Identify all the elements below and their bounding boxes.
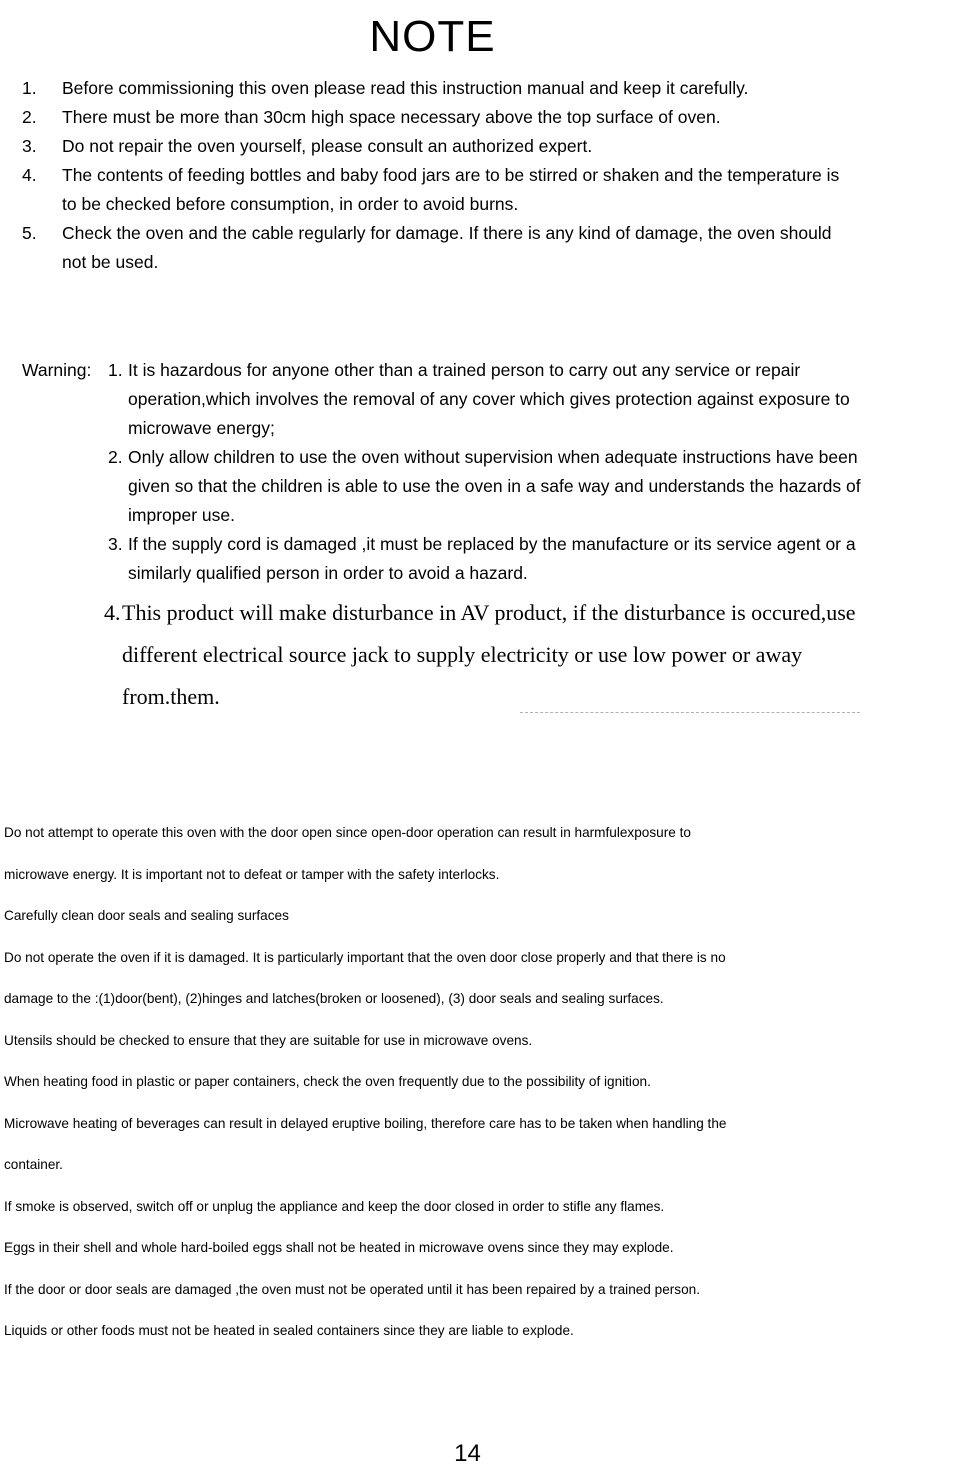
note-item-1 bbox=[22, 74, 842, 103]
warning-item-3 bbox=[22, 530, 862, 588]
note-text: There must be more than 30cm high space necessary above the top surface of oven. bbox=[62, 107, 721, 127]
warning-text: This product will make disturbance in AV product, if the disturbance is occured,use different electrical source jack to supply electricity or use low power or away from.them. bbox=[122, 600, 856, 709]
safety-line: If the door or door seals are damaged ,the oven must not be operated until it has been repaired by a trained person. bbox=[4, 1281, 700, 1297]
safety-line: Do not attempt to operate this oven with the door open since open-door operation can result in harmfulexposure to bbox=[4, 825, 691, 840]
note-text: The contents of feeding bottles and baby food jars are to be stirred or shaken and the temperature is to be checked before consumption, in order to avoid burns. bbox=[62, 165, 840, 214]
note-text: Before commissioning this oven please read this instruction manual and keep it carefully. bbox=[62, 78, 749, 98]
note-number: 5. bbox=[22, 223, 37, 243]
safety-line: container. bbox=[4, 1157, 63, 1172]
note-item-2 bbox=[22, 103, 842, 132]
safety-line: Microwave heating of beverages can result in delayed eruptive boiling, therefore care has to be taken when handling the bbox=[4, 1115, 727, 1131]
warning-text: If the supply cord is damaged ,it must be replaced by the manufacture or its service agent or a similarly qualified person in order to avoid a hazard. bbox=[128, 534, 856, 583]
warning-number: 1. bbox=[108, 360, 123, 380]
note-text: Do not repair the oven yourself, please consult an authorized expert. bbox=[62, 136, 593, 156]
safety-line: Do not operate the oven if it is damaged. It is particularly important that the oven door close properly and that there is no bbox=[4, 949, 726, 965]
note-number: 3. bbox=[22, 136, 37, 156]
page-number: 14 bbox=[454, 1440, 481, 1467]
safety-line: Utensils should be checked to ensure that they are suitable for use in microwave ovens. bbox=[4, 1032, 533, 1048]
page-title: NOTE bbox=[369, 12, 496, 61]
safety-line: Carefully clean door seals and sealing surfaces bbox=[4, 908, 289, 923]
warning-label: Warning: bbox=[22, 360, 92, 380]
safety-line: Liquids or other foods must not be heated in sealed containers since they are liable to explode. bbox=[4, 1323, 574, 1338]
warning-item-1 bbox=[22, 356, 862, 443]
safety-line: microwave energy. It is important not to defeat or tamper with the safety interlocks. bbox=[4, 866, 500, 882]
note-number: 4. bbox=[22, 165, 37, 185]
note-number: 2. bbox=[22, 107, 37, 127]
note-text: Check the oven and the cable regularly for damage. If there is any kind of damage, the oven should not be used. bbox=[62, 223, 832, 272]
warning-text: It is hazardous for anyone other than a trained person to carry out any service or repair operation,which involves the removal of any cover which gives protection against exposure to microwave energy; bbox=[128, 360, 850, 438]
notes-list bbox=[22, 74, 842, 277]
safety-line: When heating food in plastic or paper containers, check the oven frequently due to the possibility of ignition. bbox=[4, 1074, 651, 1089]
warning-item-2 bbox=[22, 443, 862, 530]
note-item-4 bbox=[22, 161, 842, 219]
note-item-3 bbox=[22, 132, 842, 161]
note-item-5 bbox=[22, 219, 842, 277]
safety-line: Eggs in their shell and whole hard-boiled eggs shall not be heated in microwave ovens since they may explode. bbox=[4, 1240, 674, 1255]
safety-line: damage to the :(1)door(bent), (2)hinges and latches(broken or loosened), (3) door seals and sealing surfaces. bbox=[4, 991, 664, 1006]
safety-instructions bbox=[4, 812, 949, 1352]
warning-number: 4. bbox=[104, 600, 121, 625]
warning-number: 2. bbox=[108, 447, 123, 467]
warning-item-4 bbox=[22, 592, 862, 718]
warning-text: Only allow children to use the oven without supervision when adequate instructions have been given so that the children is able to use the oven in a safe way and understands the hazards of improper use. bbox=[128, 447, 861, 525]
safety-line: If smoke is observed, switch off or unplug the appliance and keep the door closed in order to stifle any flames. bbox=[4, 1198, 665, 1214]
note-number: 1. bbox=[22, 78, 37, 98]
divider bbox=[520, 712, 860, 713]
warning-number: 3. bbox=[108, 534, 123, 554]
warning-section bbox=[22, 356, 862, 718]
